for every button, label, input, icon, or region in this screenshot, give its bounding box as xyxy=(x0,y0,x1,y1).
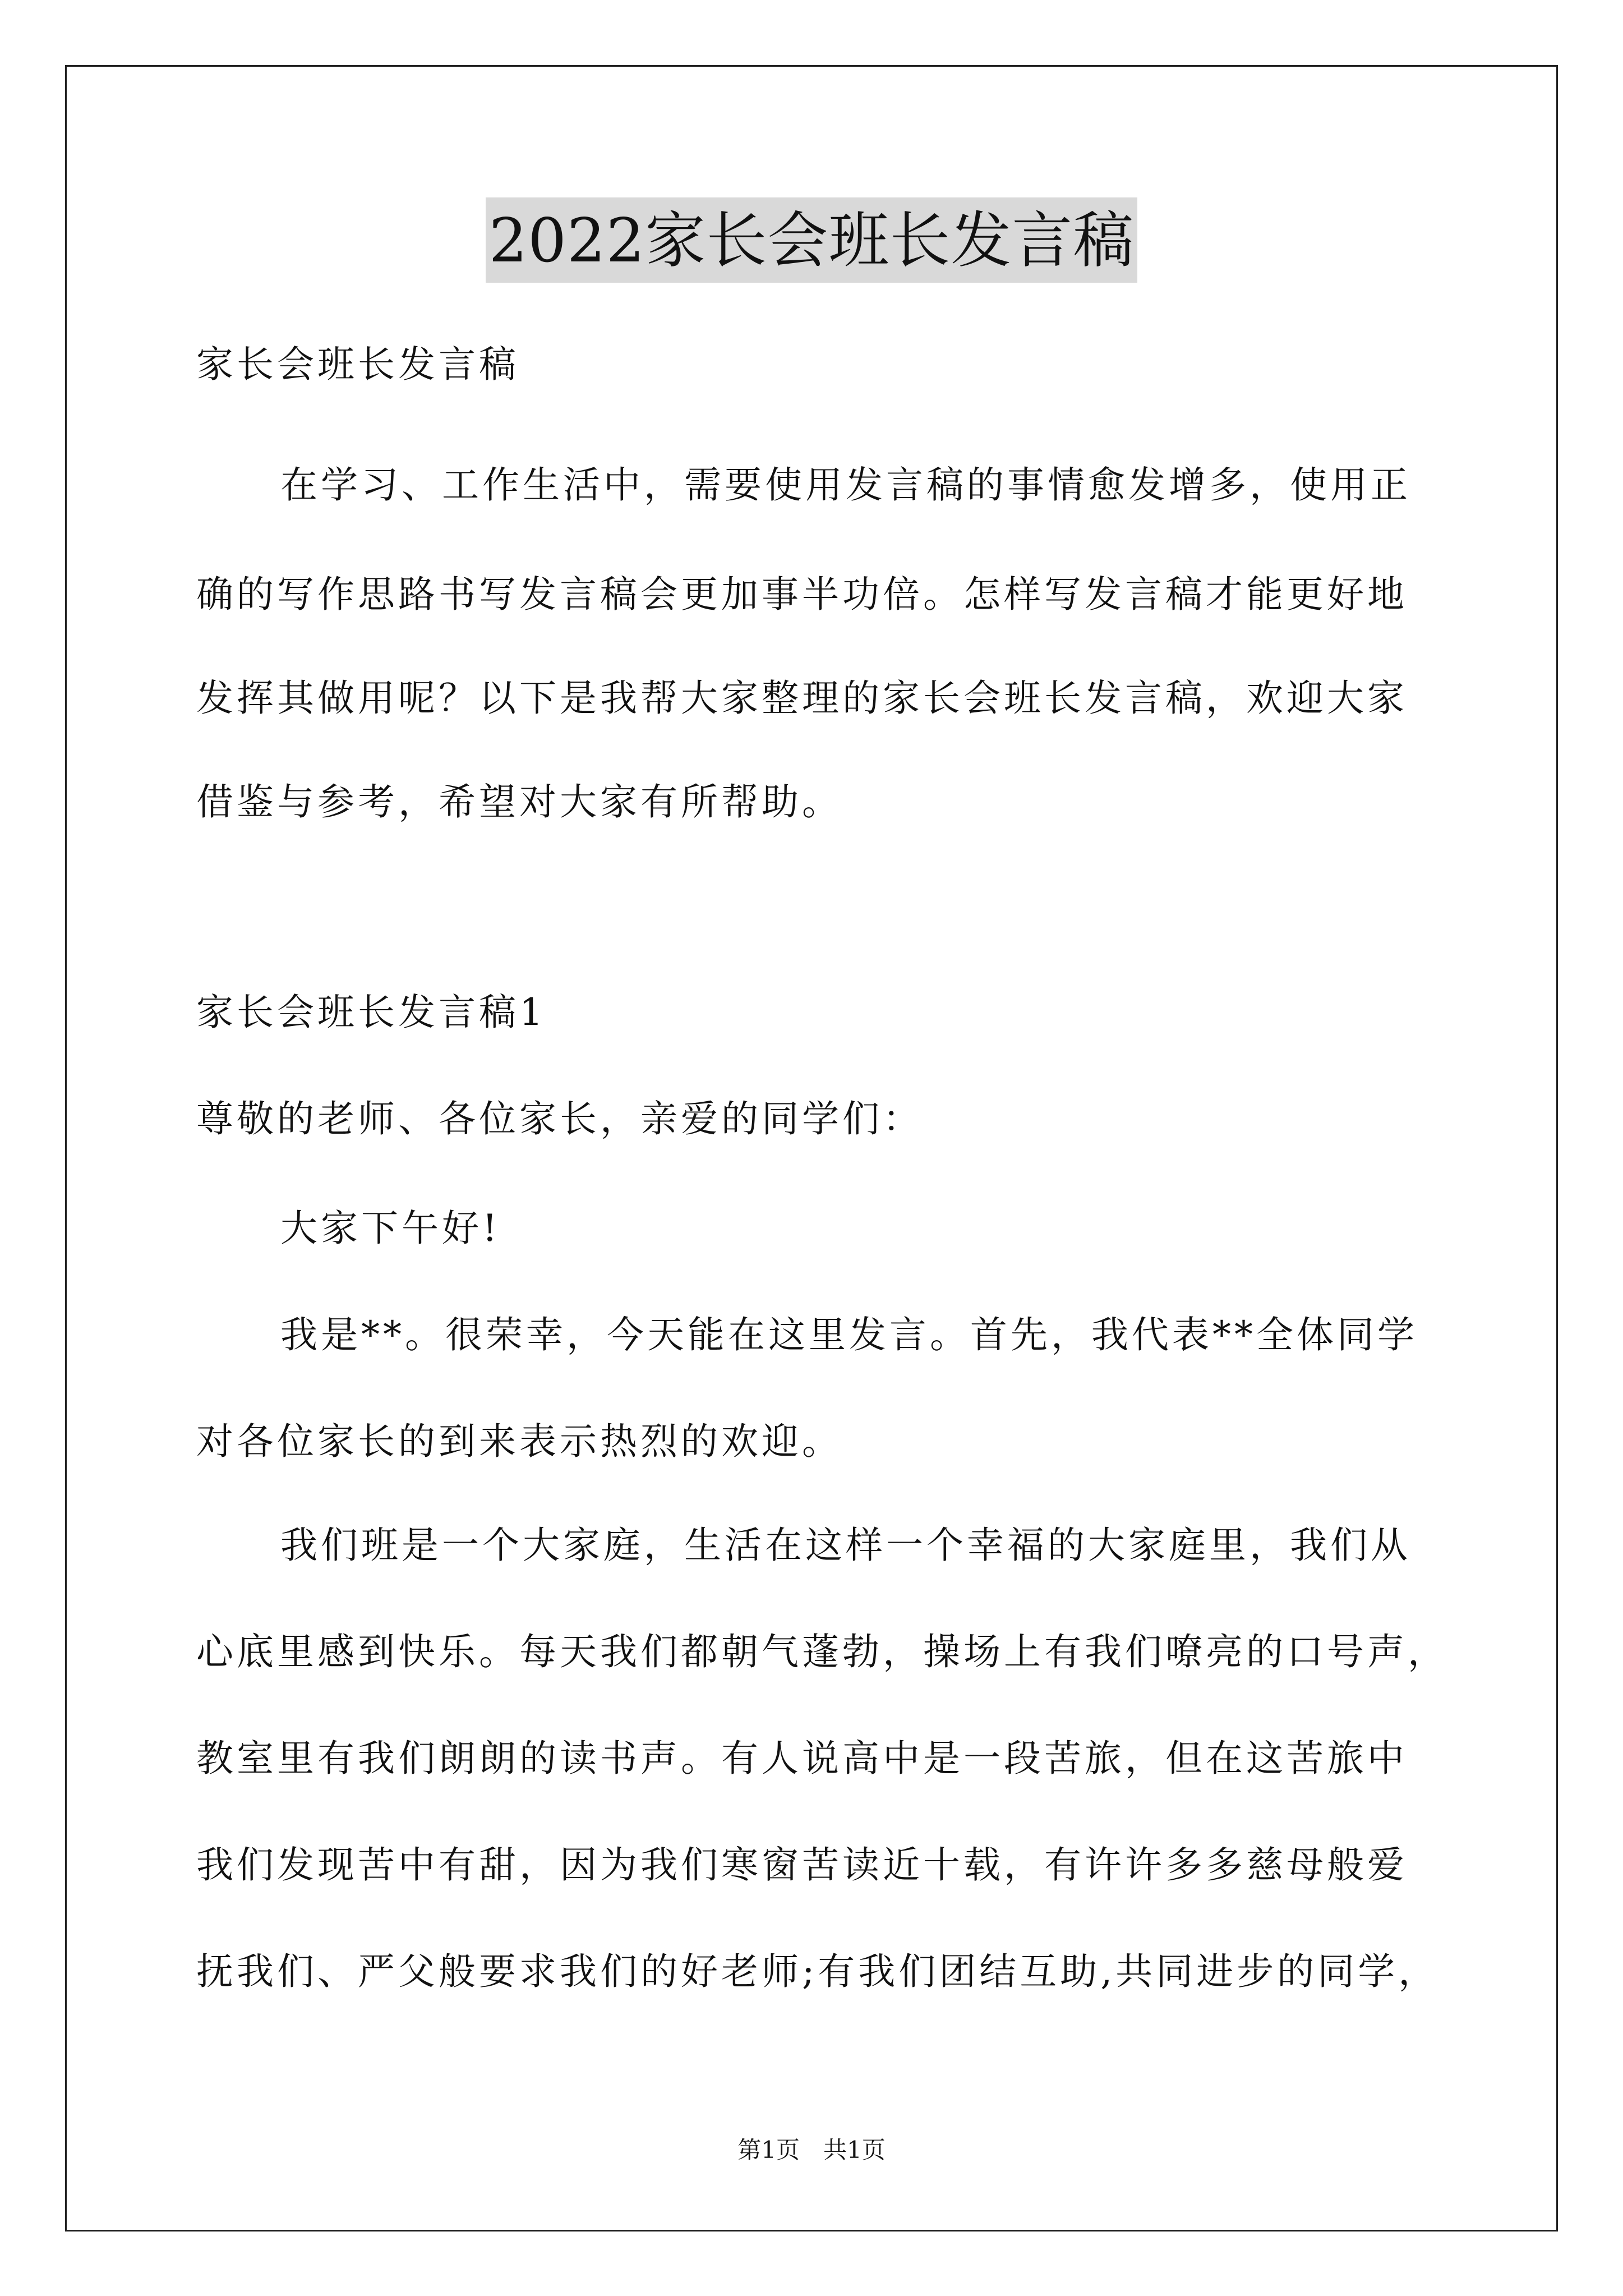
salutation: 尊敬的老师、各位家长，亲爱的同学们： xyxy=(196,1097,923,1140)
title-container xyxy=(0,197,1623,283)
paragraph-line: 借鉴与参考，希望对大家有所帮助。 xyxy=(196,780,842,823)
paragraph-line: 在学习、工作生活中，需要使用发言稿的事情愈发增多，使用正 xyxy=(280,463,1411,507)
page-border xyxy=(65,65,1558,2231)
paragraph-line: 心底里感到快乐。每天我们都朝气蓬勃，操场上有我们嘹亮的口号声， xyxy=(196,1630,1448,1673)
paragraph-line: 我是**。很荣幸，今天能在这里发言。首先，我代表**全体同学 xyxy=(280,1313,1418,1356)
paragraph-line: 对各位家长的到来表示热烈的欢迎。 xyxy=(196,1420,842,1463)
paragraph-line: 我们班是一个大家庭，生活在这样一个幸福的大家庭里，我们从 xyxy=(280,1524,1411,1567)
paragraph-line: 发挥其做用呢？以下是我帮大家整理的家长会班长发言稿，欢迎大家 xyxy=(196,677,1408,720)
page-footer: 第1页 共1页 xyxy=(737,2136,886,2164)
document-title: 2022家长会班长发言稿 xyxy=(486,197,1138,283)
greeting: 大家下午好! xyxy=(280,1207,501,1250)
paragraph-line: 抚我们、严父般要求我们的好老师;有我们团结互助,共同进步的同学， xyxy=(196,1950,1439,1993)
paragraph-line: 确的写作思路书写发言稿会更加事半功倍。怎样写发言稿才能更好地 xyxy=(196,573,1408,616)
paragraph-line: 教室里有我们朗朗的读书声。有人说高中是一段苦旅，但在这苦旅中 xyxy=(196,1737,1408,1780)
paragraph-line: 我们发现苦中有甜，因为我们寒窗苦读近十载，有许许多多慈母般爱 xyxy=(196,1843,1408,1887)
section-heading: 家长会班长发言稿1 xyxy=(196,991,546,1034)
section-heading: 家长会班长发言稿 xyxy=(196,343,519,386)
